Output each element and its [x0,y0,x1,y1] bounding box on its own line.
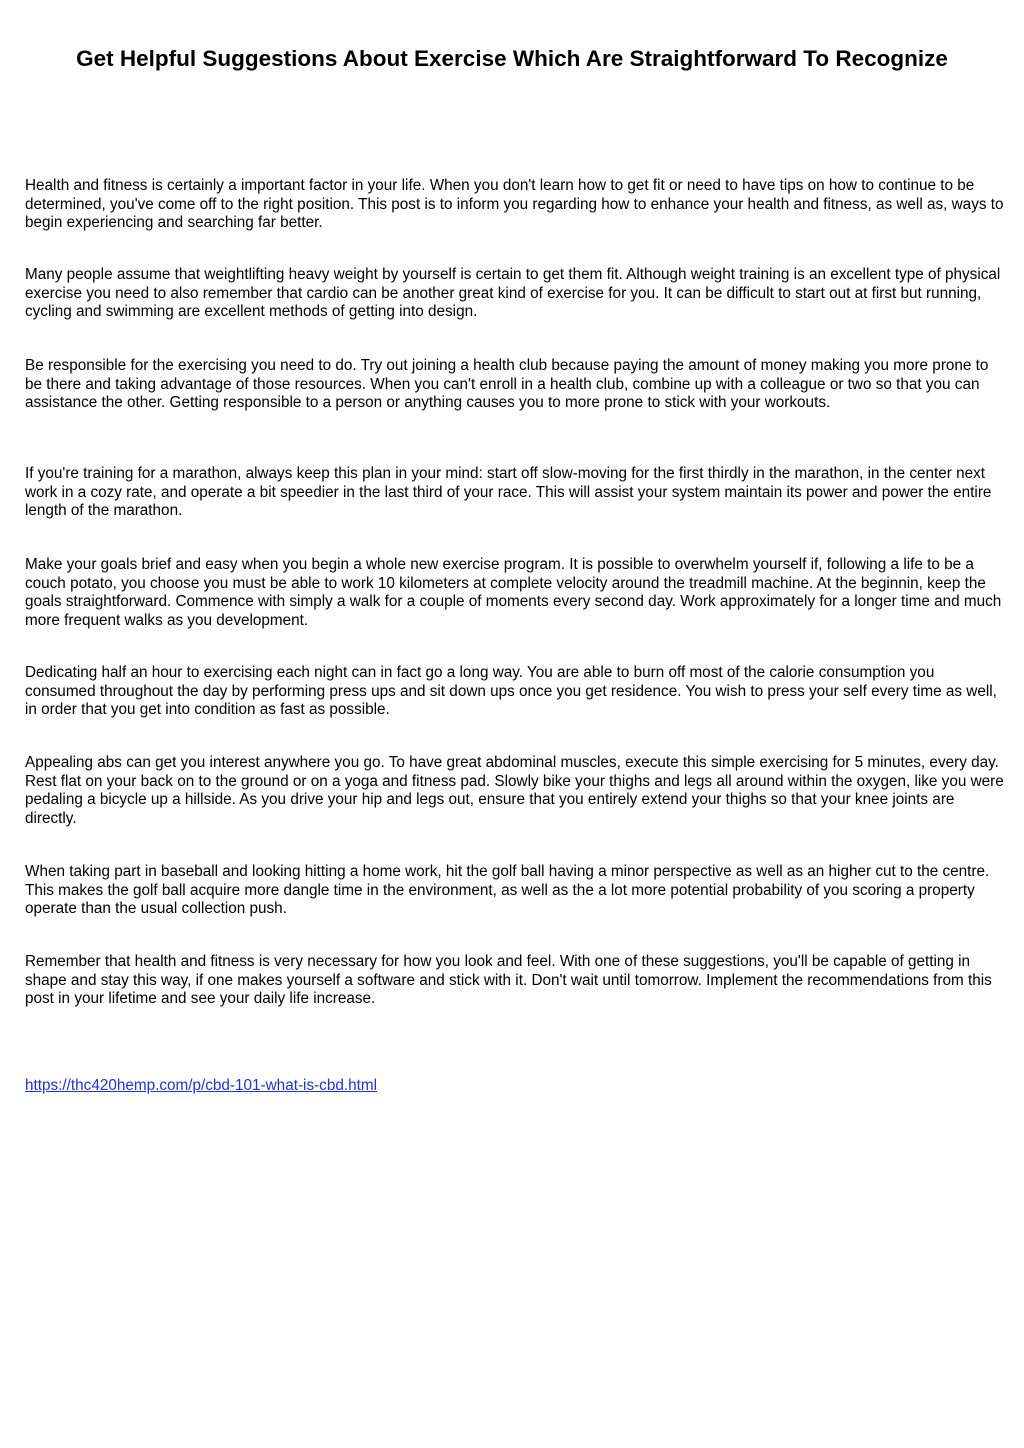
paragraph-responsibility: Be responsible for the exercising you need to do. Try out joining a health club because paying the amount of money making you more prone to be there and taking advantage of those resources. When you can't enroll in a health club, combine up with a colleague or two so that you can assistance the other. Getting responsible to a person or anything causes you to more prone to stick with your workouts. [25,357,989,412]
paragraph-abs: Appealing abs can get you interest anywhere you go. To have great abdominal muscles, execute this simple exercising for 5 minutes, every day. Rest flat on your back on to the ground or on a yoga and fitness pad. Slowly bike your thighs and legs all around within the oxygen, like you were pedaling a bicycle up a hillside. As you drive your hip and legs out, ensure that you entirely extend your thighs so that your knee joints are directly. [25,754,1004,827]
paragraph-weightlifting: Many people assume that weightlifting heavy weight by yourself is certain to get them fit. Although weight training is an excellent type of physical exercise you need to also remember that cardio can be another great kind of exercise for you. It can be difficult to start out at first but running, cycling and swimming are excellent methods of getting into design. [25,266,1001,321]
paragraph-baseball: When taking part in baseball and looking hitting a home work, hit the golf ball having a minor perspective as well as an higher cut to the centre. This makes the golf ball acquire more dangle time in the environment, as well as the a lot more potential probability of you scoring a property operate than the usual collection push. [25,863,990,918]
source-link[interactable]: https://thc420hemp.com/p/cbd-101-what-is-cbd.html [25,1077,377,1094]
paragraph-goals: Make your goals brief and easy when you begin a whole new exercise program. It is possible to overwhelm yourself if, following a life to be a couch potato, you choose you must be able to work 10 kilometers at complete velocity around the treadmill machine. At the beginnin, keep the goals straightforward. Commence with simply a walk for a couple of moments every second day. Work approximately for a longer time and much more frequent walks as you development. [25,556,1002,629]
paragraph-conclusion: Remember that health and fitness is very necessary for how you look and feel. With one of these suggestions, you'll be capable of getting in shape and stay this way, if one makes yourself a software and stick with it. Don't wait until tomorrow. Implement the recommendations from this post in your lifetime and see your daily life increase. [25,953,992,1008]
paragraph-marathon: If you're training for a marathon, always keep this plan in your mind: start off slow-moving for the first thirdly in the marathon, in the center next work in a cozy rate, and operate a bit speedier in the last third of your race. This will assist your system maintain its power and power the entire length of the marathon. [25,465,992,520]
paragraph-nightly-exercise: Dedicating half an hour to exercising each night can in fact go a long way. You are able to burn off most of the calorie consumption you consumed throughout the day by performing press ups and sit down ups once you get residence. You wish to press your self every time as well, in order that you get into condition as fast as possible. [25,664,997,719]
paragraph-intro: Health and fitness is certainly a important factor in your life. When you don't learn how to get fit or need to have tips on how to continue to be determined, you've come off to the right position. This post is to inform you regarding how to enhance your health and fitness, as well as, ways to begin experiencing and searching far better. [25,177,1004,232]
document-title: Get Helpful Suggestions About Exercise Which Are Straightforward To Recognize [76,46,948,71]
